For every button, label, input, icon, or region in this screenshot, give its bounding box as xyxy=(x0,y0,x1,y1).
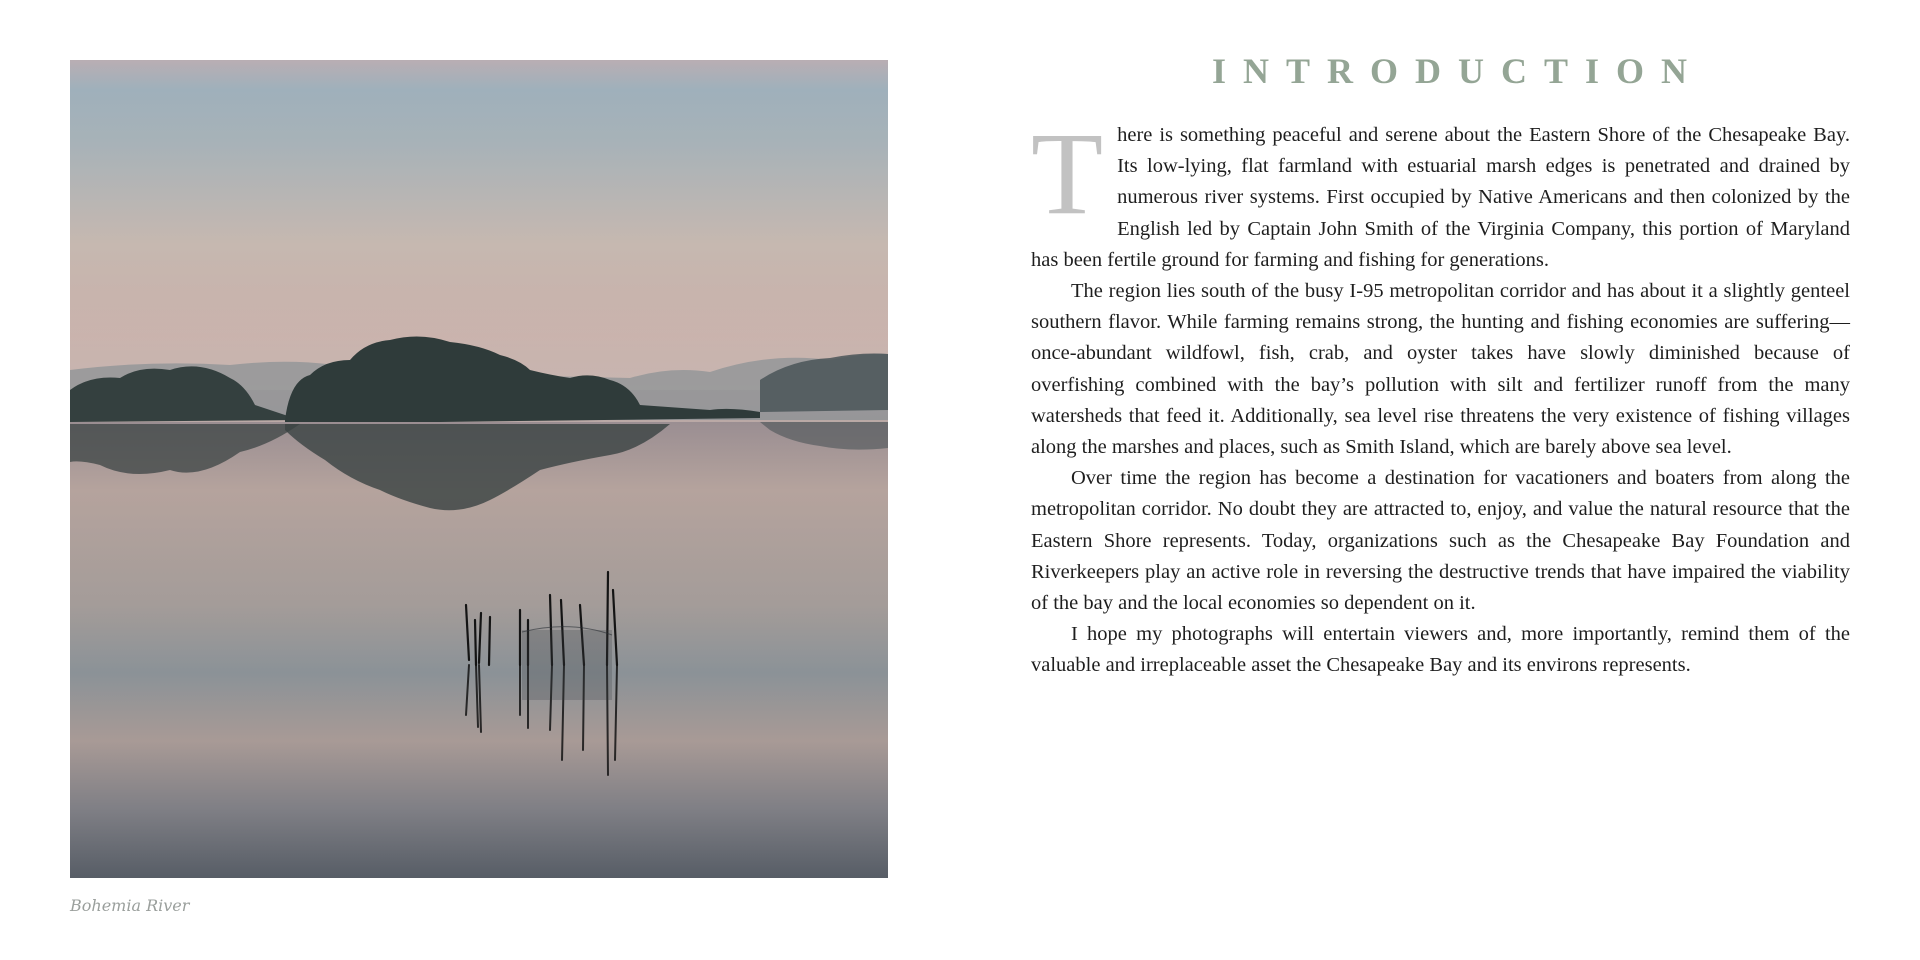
landscape-photo xyxy=(70,60,888,878)
paragraph-2: The region lies south of the busy I-95 metropolitan corridor and has about it a slightly genteel southern flavor. While farming remains strong, the hunting and fishing economies are suffering—once-abundant wildfowl, fish, crab, and oyster takes have slowly diminished because of overfishing combined with the bay’s pollution with silt and fertilizer runoff from the many watersheds that feed it. Additionally, sea level rise threatens the very existence of fishing villages along the marshes and places, such as Smith Island, which are barely above sea level. xyxy=(1031,280,1850,459)
photo-caption: Bohemia River xyxy=(70,896,190,915)
introduction-body xyxy=(1031,108,1850,682)
page-title: INTRODUCTION xyxy=(1211,51,1705,91)
paragraph-4: I hope my photographs will entertain viewers and, more importantly, remind them of the valuable and irreplaceable asset the Chesapeake Bay and its environs represents. xyxy=(1031,623,1850,677)
paragraph-1 xyxy=(1031,108,1850,276)
paragraph-1-text: here is something peaceful and serene about the Eastern Shore of the Chesapeake Bay. Its low-lying, flat farmland with estuarial marsh edges is penetrated and drained by numerous river systems. First occupied by Native Americans and then colonized by the English led by Captain John Smith of the Virginia Company, this portion of Maryland has been fertile ground for farming and fishing for generations. xyxy=(1031,124,1850,271)
drop-cap: T xyxy=(1031,108,1104,239)
river-photo-illustration xyxy=(70,60,888,878)
paragraph-3: Over time the region has become a destination for vacationers and boaters from along the metropolitan corridor. No doubt they are attracted to, enjoy, and value the natural resource that the Eastern Shore represents. Today, organizations such as the Chesapeake Bay Foundation and Riverkeepers play an active role in reversing the destructive trends that have impaired the viability of the bay and the local economies so dependent on it. xyxy=(1031,467,1850,615)
